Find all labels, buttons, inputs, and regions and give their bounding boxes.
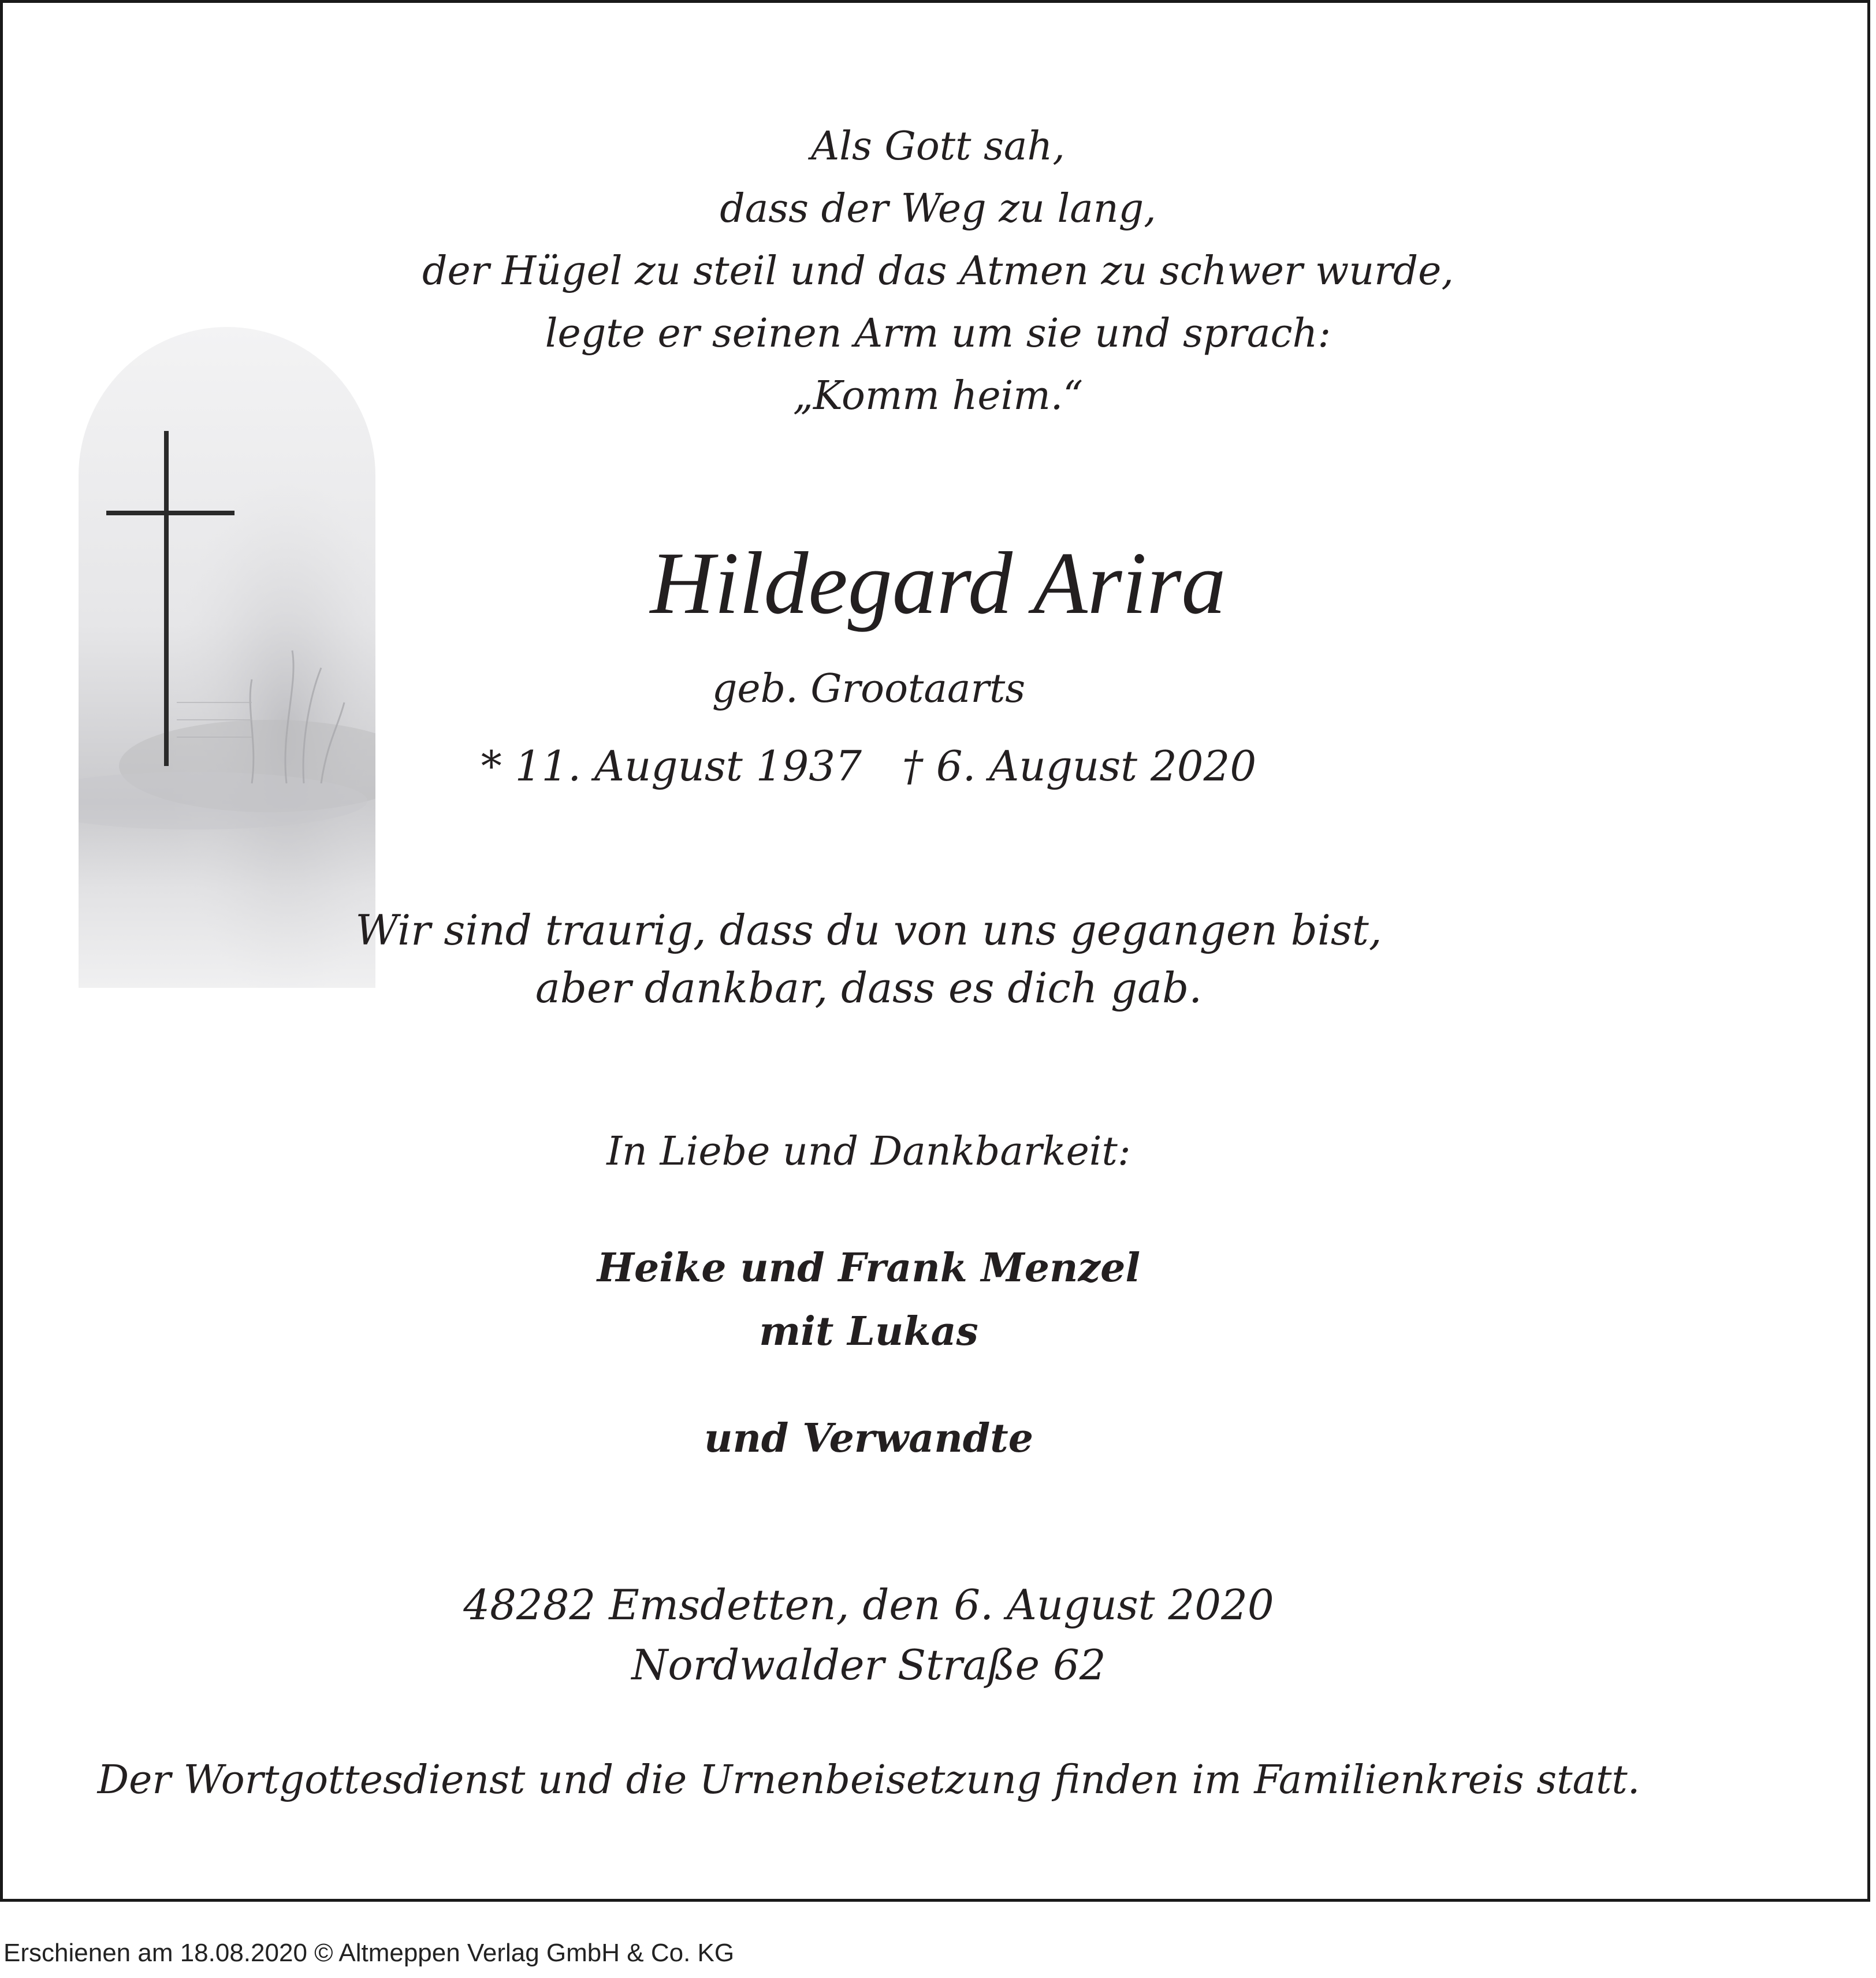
poem-line: dass der Weg zu lang, bbox=[720, 186, 1156, 232]
mourning-line: aber dankbar, dass es dich gab. bbox=[535, 964, 1203, 1012]
mourning-line: Wir sind traurig, dass du von uns gegangen bist, bbox=[355, 906, 1382, 954]
signature-intro: In Liebe und Dankbarkeit: bbox=[606, 1129, 1131, 1174]
poem-line: legte er seinen Arm um sie und sprach: bbox=[545, 311, 1331, 356]
family-line: Heike und Frank Menzel bbox=[597, 1245, 1141, 1291]
birth-date: * 11. August 1937 bbox=[481, 742, 862, 790]
poem-line: der Hügel zu steil und das Atmen zu schwer wurde, bbox=[422, 248, 1454, 294]
life-dates bbox=[0, 738, 1807, 794]
poem-line: Als Gott sah, bbox=[811, 124, 1065, 169]
mourning-text bbox=[0, 901, 1807, 1017]
address-line: 48282 Emsdetten, den 6. August 2020 bbox=[463, 1581, 1274, 1629]
address-block bbox=[0, 1575, 1807, 1695]
opening-poem bbox=[0, 116, 1876, 427]
service-note: Der Wortgottesdienst und die Urnenbeisetzung finden im Familienkreis statt. bbox=[97, 1757, 1640, 1803]
death-date: † 6. August 2020 bbox=[902, 742, 1257, 790]
family-names bbox=[0, 1236, 1807, 1363]
deceased-name: Hildegard Arira bbox=[650, 534, 1226, 633]
publication-footer: Erschienen am 18.08.2020 © Altmeppen Verlag GmbH & Co. KG bbox=[3, 1939, 735, 1967]
birth-name: geb. Grootaarts bbox=[712, 666, 1026, 712]
family-line: mit Lukas bbox=[759, 1308, 978, 1355]
poem-line: „Komm heim.“ bbox=[792, 373, 1084, 419]
address-line: Nordwalder Straße 62 bbox=[631, 1641, 1106, 1689]
relatives-line: und Verwandte bbox=[704, 1415, 1033, 1462]
